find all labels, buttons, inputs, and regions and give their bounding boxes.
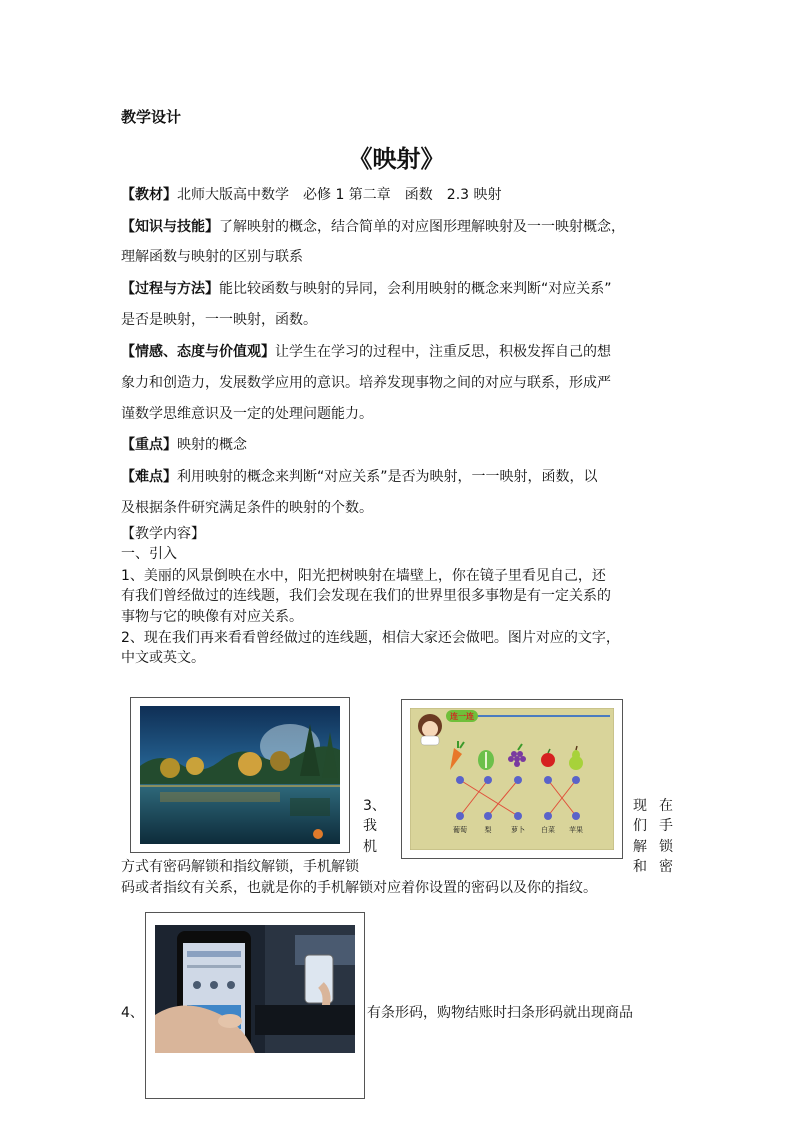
item2-line2: 中文或英文。: [121, 650, 205, 666]
item3-right-row1: 现 在: [633, 798, 673, 814]
item3-right-row3: 解 锁: [633, 839, 673, 855]
item4-number: 4、: [121, 1005, 144, 1021]
landscape-image: [140, 706, 340, 844]
phone-image-frame: [145, 912, 365, 1099]
doc-title: 《映射》: [348, 145, 445, 173]
quiz-label: 梨: [484, 826, 492, 834]
process-line1: 【过程与方法】能比较函数与映射的异同，会利用映射的概念来判断“对应关系”: [121, 281, 612, 297]
section-intro: 一、引入: [121, 546, 177, 562]
item1-line1: 1、美丽的风景倒映在水中，阳光把树映射在墙壁上，你在镜子里看见自己，还: [121, 568, 606, 584]
emotion-line3: 谨数学思维意识及一定的处理问题能力。: [121, 406, 373, 422]
matching-quiz-frame: [401, 699, 623, 859]
process-line2: 是否是映射，一一映射，函数。: [121, 312, 317, 328]
item3-right-row2: 们 手: [633, 818, 673, 834]
item2-line1: 2、现在我们再来看看曾经做过的连线题，相信大家还会做吧。图片对应的文字，: [121, 630, 620, 646]
phone-unlock-image: [155, 925, 355, 1053]
item4-text: 有条形码，购物结账时扫条形码就出现商品: [367, 1005, 633, 1021]
quiz-label: 葡萄: [453, 826, 467, 834]
item3-line5: 码或者指纹有关系，也就是你的手机解锁对应着你设置的密码以及你的指纹。: [121, 880, 597, 896]
quiz-label: 萝卜: [511, 826, 525, 834]
cartoon-girl-icon: [418, 714, 442, 745]
item1-line2: 有我们曾经做过的连线题，我们会发现在我们的世界里很多事物是有一定关系的: [121, 588, 611, 604]
textbook-line: 【教材】北师大版高中数学 必修 1 第二章 函数 2.3 映射: [121, 187, 502, 203]
quiz-label: 白菜: [541, 826, 555, 834]
item1-line3: 事物与它的映像有对应关系。: [121, 609, 303, 625]
item3-char-1: 我: [363, 818, 377, 834]
emotion-line1: 【情感、态度与价值观】让学生在学习的过程中，注重反思，积极发挥自己的想: [121, 344, 611, 360]
matching-quiz-image: [410, 708, 614, 850]
knowledge-line2: 理解函数与映射的区别与联系: [121, 249, 303, 265]
cabbage-icon: [478, 750, 494, 770]
item3-line4: 方式有密码解锁和指纹解锁，手机解锁: [121, 859, 359, 875]
knowledge-line1: 【知识与技能】了解映射的概念，结合简单的对应图形理解映射及一一映射概念，: [121, 219, 625, 235]
quiz-banner-text: 连一连: [450, 712, 474, 721]
item3-char-2: 机: [363, 839, 377, 855]
difficulty-line1: 【难点】利用映射的概念来判断“对应关系”是否为映射，一一映射，函数，以: [121, 469, 598, 485]
difficulty-line2: 及根据条件研究满足条件的映射的个数。: [121, 500, 373, 516]
emotion-line2: 象力和创造力，发展数学应用的意识。培养发现事物之间的对应与联系，形成严: [121, 375, 611, 391]
item3-right-row4: 和 密: [633, 859, 673, 875]
doc-heading: 教学设计: [121, 108, 182, 126]
quiz-label: 苹果: [569, 826, 583, 834]
item3-number: 3、: [363, 798, 386, 814]
key-point-line: 【重点】映射的概念: [121, 437, 247, 453]
landscape-image-frame: [130, 697, 350, 853]
content-label: 【教学内容】: [121, 526, 205, 542]
